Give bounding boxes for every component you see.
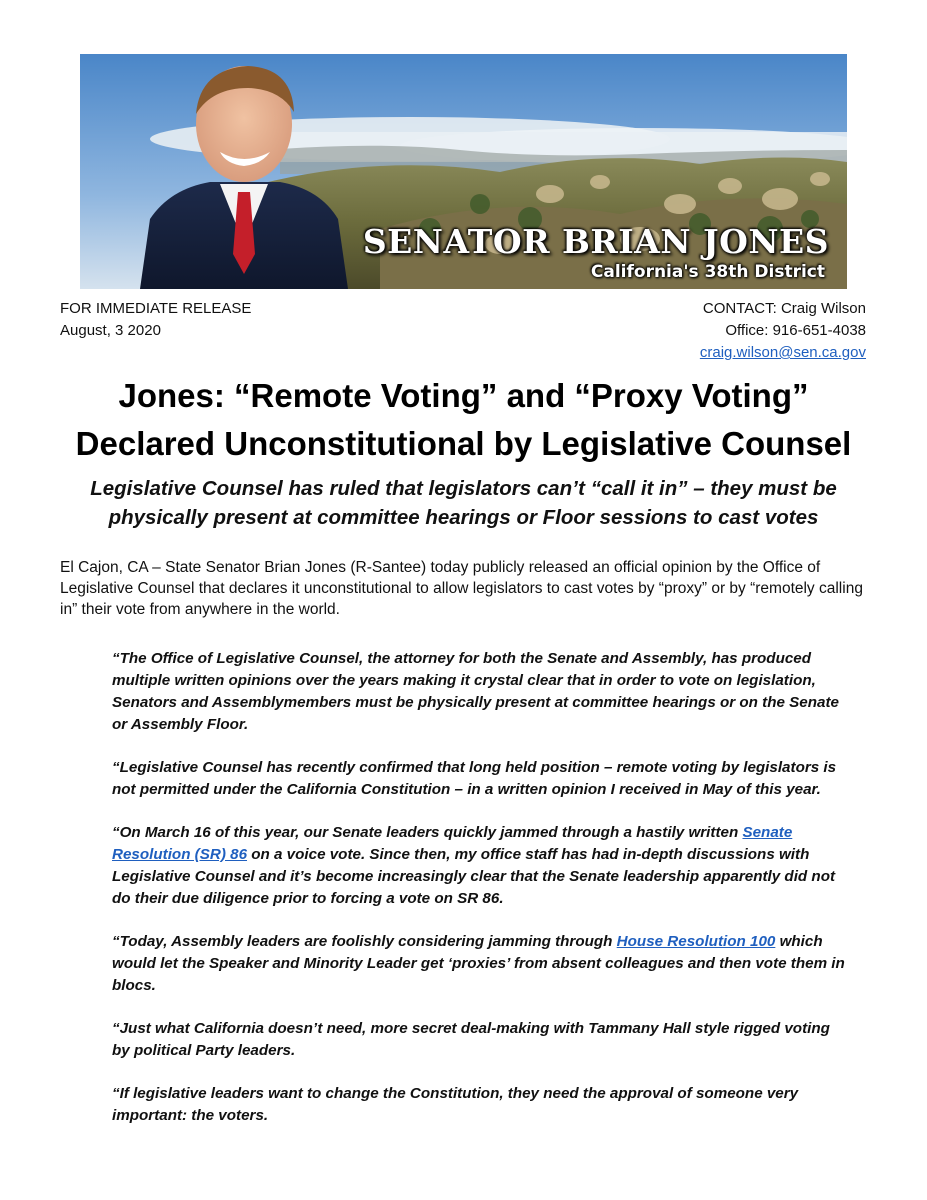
- contact-info: [700, 298, 866, 364]
- header-banner: [80, 54, 847, 289]
- quote-block: [112, 648, 847, 1148]
- banner-senator-name: SENATOR BRIAN JONES: [362, 222, 829, 261]
- contact-office-phone: Office: 916-651-4038: [725, 322, 866, 339]
- quote-paragraph: [112, 931, 847, 997]
- headline-line-1: Jones: “Remote Voting” and “Proxy Voting”: [118, 377, 809, 414]
- quote-paragraph: “Just what California doesn’t need, more secret deal-making with Tammany Hall style rigged voting by political Party leaders.: [112, 1020, 830, 1059]
- quote-text: “On March 16 of this year, our Senate leaders quickly jammed through a hastily written: [112, 824, 743, 841]
- quote-paragraph: [112, 822, 847, 910]
- contact-name: CONTACT: Craig Wilson: [702, 300, 866, 317]
- banner-district: California's 38th District: [590, 262, 825, 282]
- quote-paragraph: “The Office of Legislative Counsel, the attorney for both the Senate and Assembly, has produced multiple written opinions over the years making it crystal clear that in order to vote on legislation, Senators and Assemblymembers must be physically present at committee hearings or on the Senate or Assembly Floor.: [112, 650, 839, 733]
- quote-paragraph: “If legislative leaders want to change the Constitution, they need the approval of someone very important: the voters.: [112, 1085, 799, 1124]
- lead-paragraph: El Cajon, CA – State Senator Brian Jones (R-Santee) today publicly released an official opinion by the Office of Legislative Counsel that declares it unconstitutional to allow legislators to cast votes by “proxy” or by “remotely calling in” their vote from anywhere in the world.: [60, 559, 863, 618]
- headline-line-2: Declared Unconstitutional by Legislative Counsel: [75, 425, 852, 462]
- house-resolution-link[interactable]: House Resolution 100: [616, 933, 776, 950]
- release-date: August, 3 2020: [60, 322, 161, 339]
- contact-email-link[interactable]: craig.wilson@sen.ca.gov: [699, 344, 866, 361]
- quote-text: “Today, Assembly leaders are foolishly considering jamming through: [112, 933, 617, 950]
- release-info: [60, 298, 251, 342]
- quote-paragraph: “Legislative Counsel has recently confirmed that long held position – remote voting by legislators is not permitted under the California Constitution – in a written opinion I received in May of this year.: [112, 759, 837, 798]
- senate-resolution-link[interactable]: Senate Resolution (SR) 86: [112, 824, 793, 863]
- release-label: FOR IMMEDIATE RELEASE: [60, 300, 252, 317]
- headline: [0, 372, 927, 468]
- subheadline: Legislative Counsel has ruled that legislators can’t “call it in” – they must be physically present at committee hearings or Floor sessions to cast votes: [90, 477, 837, 529]
- quote-text: which would let the Speaker and Minority Leader get ‘proxies’ from absent colleagues and then vote them in blocs.: [112, 933, 845, 994]
- quote-text: on a voice vote. Since then, my office staff has had in-depth discussions with Legislative Counsel and it’s become increasingly clear that the Senate leadership apparently did not do their due diligence prior to forcing a vote on SR 86.: [112, 846, 836, 907]
